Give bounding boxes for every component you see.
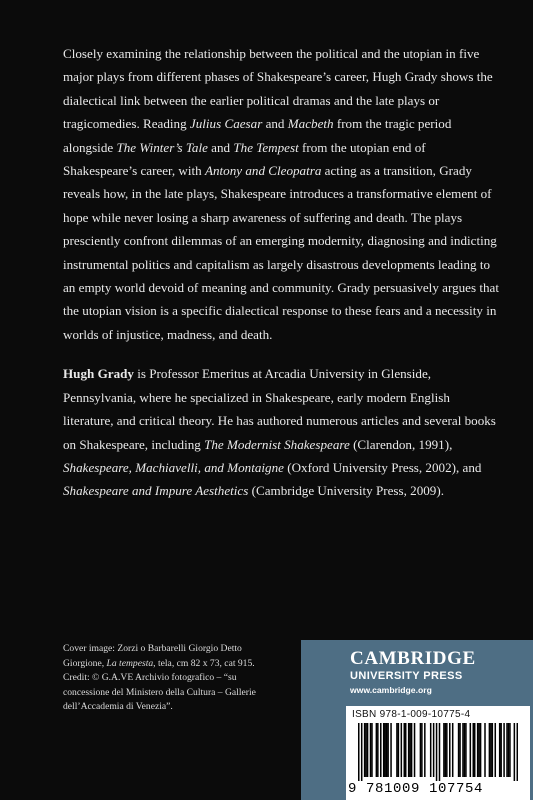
publisher-url: www.cambridge.org [350, 685, 432, 695]
barcode-bar [477, 723, 479, 777]
barcode-bar [414, 723, 416, 777]
barcode-bar [449, 723, 451, 777]
barcode-bar [376, 723, 378, 777]
play-title: Julius Caesar [189, 116, 263, 132]
artwork-title: La tempesta [106, 657, 154, 669]
barcode-bar [364, 723, 366, 777]
back-cover-text [63, 42, 503, 503]
barcode-bar [503, 723, 505, 777]
barcode-bar [424, 723, 426, 777]
barcode-bar [480, 723, 482, 777]
bio-text: is Professor Emeritus at Arcadia University in Glenside, Pennsylvania, where he specialized in Shakespeare, early modern English literature, and critical theory. He has authored numerous articles and several books on Shakespeare, including [63, 366, 496, 452]
author-name: Hugh Grady [63, 366, 134, 382]
credit-text: Cover image: Zorzi o Barbarelli Giorgio Detto Giorgione, [63, 643, 242, 669]
description-text: and [262, 116, 288, 132]
barcode-bar [401, 723, 403, 777]
description-text: from the tragic period alongside [63, 116, 452, 155]
barcode-bar [458, 723, 460, 777]
barcode-bar [462, 723, 464, 777]
barcode-bar [387, 723, 389, 777]
barcode-bar [421, 723, 423, 777]
barcode-bar [383, 723, 385, 777]
barcode-bar [465, 723, 467, 777]
publisher-subtitle: UNIVERSITY PRESS [350, 670, 463, 682]
description-text: acting as a transition, Grady reveals how, in the late plays, Shakespeare introduces a transformative element of hope while never losing a sharp awareness of suffering and death. The plays presciently confront dilemmas of an emerging modernity, diagnosing and indicting instrumental politics and capitalism as largely disastrous developments leading to an empty world devoid of meaning and community. Grady persuasively argues that the utopian vision is a specific dialectical response to these fears and a necessity in worlds of injustice, madness, and death. [63, 163, 499, 342]
credit-text: , tela, cm 82 x 73, cat 915. Credit: © G.A.VE Archivio fotografico – “su concessione del Ministero della Cultura – Gallerie dell’Accademia di Venezia”. [63, 657, 256, 713]
barcode-bar [489, 723, 491, 777]
barcode-bar [380, 723, 382, 777]
barcode-bar [452, 723, 454, 777]
barcode-bar [500, 723, 502, 777]
barcode-bar [499, 723, 501, 777]
book-title: Shakespeare, Machiavelli, and Montaigne [63, 459, 284, 475]
barcode-bar [492, 723, 494, 777]
barcode-bar [404, 723, 406, 777]
barcode-bar [358, 723, 360, 781]
play-title: The Winter’s Tale [116, 139, 208, 155]
barcode-bar [396, 723, 398, 777]
author-bio-paragraph [63, 362, 503, 502]
barcode-bar [365, 723, 367, 777]
barcode-bar [443, 723, 445, 777]
barcode-bar [386, 723, 388, 777]
barcode-bar [484, 723, 486, 777]
barcode-bar [384, 723, 386, 777]
isbn-label: ISBN 978-1-009-10775-4 [352, 709, 471, 720]
barcode-bar [367, 723, 369, 777]
bio-text: (Clarendon, 1991), [349, 436, 453, 452]
publisher-logo: CAMBRIDGE [350, 648, 476, 669]
barcode-digits: 9 781009 107754 [348, 781, 484, 797]
barcode-bar [398, 723, 400, 777]
barcode-bar [478, 723, 480, 777]
description-paragraph [63, 42, 503, 346]
barcode-bar [495, 723, 497, 777]
barcode-bar [506, 723, 508, 777]
barcode-bar [411, 723, 413, 777]
description-text: from the utopian end of Shakespeare’s career, with [63, 139, 426, 179]
barcode-bar [508, 723, 510, 777]
barcode-bar [361, 723, 363, 781]
bio-text: (Cambridge University Press, 2009). [248, 483, 444, 499]
barcode-bar [464, 723, 466, 777]
barcode-bar [377, 723, 379, 777]
barcode-icon [358, 723, 518, 781]
barcode-bar [409, 723, 411, 777]
barcode-bar [470, 723, 472, 777]
play-title: The Tempest [233, 139, 299, 155]
cover-image-credit [63, 642, 278, 715]
barcode-bar [490, 723, 492, 777]
bio-text: (Oxford University Press, 2002), and [283, 459, 482, 475]
barcode-bar [517, 723, 518, 781]
barcode-bar [433, 723, 435, 777]
barcode-bar [439, 723, 441, 781]
barcode-bar [408, 723, 410, 777]
barcode-bar [446, 723, 448, 777]
barcode-bar [371, 723, 373, 777]
barcode-bar [436, 723, 438, 781]
play-title: Antony and Cleopatra [205, 163, 322, 179]
barcode-bar [430, 723, 432, 777]
barcode-bar [390, 723, 392, 777]
play-title: Macbeth [287, 116, 334, 132]
barcode-bar [420, 723, 422, 777]
description-text: and [207, 139, 234, 155]
barcode-panel [346, 706, 530, 800]
publisher-block [301, 640, 533, 800]
book-title: Shakespeare and Impure Aesthetics [63, 483, 249, 499]
description-text: Closely examining the relationship between the political and the utopian in five major plays from different phases of Shakespeare’s career, Hugh Grady shows the dialectical link between the earlier political dramas and the late plays or tragicomedies. Reading [63, 46, 493, 132]
barcode-bar [445, 723, 447, 777]
book-title: The Modernist Shakespeare [204, 436, 350, 452]
barcode-bar [370, 723, 372, 777]
barcode-bar [473, 723, 475, 777]
barcode-bar [405, 723, 407, 777]
barcode-bar [459, 723, 461, 777]
barcode-bar [509, 723, 511, 777]
barcode-bar [514, 723, 516, 781]
barcode-bar [474, 723, 476, 777]
